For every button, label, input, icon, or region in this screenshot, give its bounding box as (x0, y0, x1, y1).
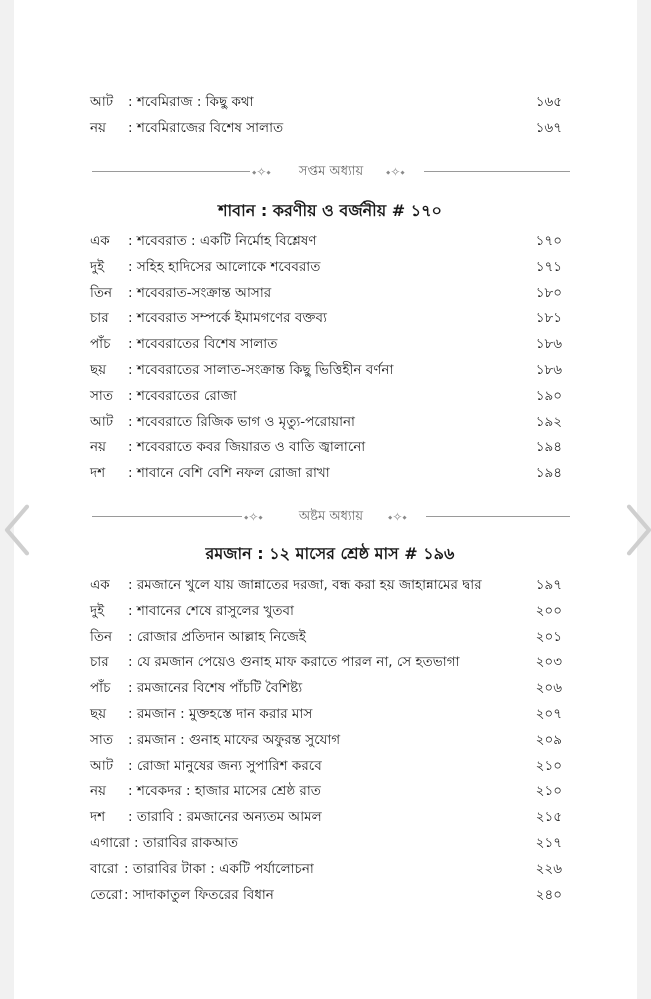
entry-page-number: ২০৬ (535, 680, 562, 697)
entry-title: : শবেবরাতে কবর জিয়ারত ও বাতি জ্বালানো (128, 439, 366, 456)
chapter-label: অষ্টম অধ্যায় (298, 509, 364, 524)
entry-title: : সাদাকাতুল ফিতরের বিধান (124, 886, 274, 903)
toc-entry[interactable] (90, 676, 570, 702)
entry-number: তিন (90, 628, 113, 645)
chevron-right-icon (624, 498, 651, 562)
toc-entry[interactable] (90, 255, 570, 281)
toc-entry[interactable] (90, 857, 570, 883)
entry-title: : শবেবরাত-সংক্রান্ত আসার (128, 284, 272, 301)
entry-page-number: ১৯৪ (535, 465, 562, 482)
entry-page-number: ১৯২ (535, 413, 562, 430)
toc-entry[interactable] (90, 116, 570, 142)
chapter-divider-7 (92, 162, 570, 182)
entry-number: আট (90, 94, 114, 110)
next-page-button[interactable] (624, 495, 651, 565)
entry-title: : তারাবির টাকা : একটি পর্যালোচনা (124, 860, 314, 877)
toc-entry[interactable] (90, 229, 570, 255)
entry-number: বারো (90, 860, 119, 877)
entry-number: দুই (90, 258, 105, 275)
entry-number: পাঁচ (90, 336, 111, 353)
toc-entry[interactable] (90, 384, 570, 410)
entry-page-number: ১৬৭ (535, 119, 562, 136)
toc-entry[interactable] (90, 410, 570, 436)
toc-entry[interactable] (90, 883, 570, 909)
entry-title: : তারাবির রাকআত (134, 834, 238, 851)
entry-number: দশ (90, 809, 106, 826)
entry-page-number: ১৭১ (535, 258, 562, 275)
entry-number: তেরো (90, 886, 123, 903)
entry-number: দুই (90, 602, 105, 619)
entry-page-number: ২১০ (535, 757, 562, 774)
entry-title: : রমজান : মুক্তহস্তে দান করার মাস (128, 705, 313, 722)
entry-title: : যে রমজান পেয়েও গুনাহ মাফ করাতে পারল না, সে হতভাগা (128, 654, 460, 671)
toc-entry[interactable] (90, 754, 570, 780)
divider-line (426, 516, 570, 517)
entry-page-number: ১৯৭ (535, 577, 562, 593)
entry-title: : রমজানের বিশেষ পাঁচটি বৈশিষ্ট্য (128, 680, 303, 697)
entry-number: এক (90, 577, 110, 593)
entry-title: : রোজার প্রতিদান আল্লাহ নিজেই (128, 628, 306, 645)
entry-page-number: ১৮১ (535, 310, 562, 327)
entry-page-number: ২০৩ (535, 654, 562, 671)
toc-entry[interactable] (90, 702, 570, 728)
ornament-icon: ⬩✧⬩ (386, 165, 405, 179)
prev-page-button[interactable] (2, 495, 32, 565)
entry-number: আট (90, 413, 114, 430)
chevron-left-icon (2, 498, 32, 562)
toc-entry[interactable] (90, 573, 570, 599)
entry-title: : সহিহ হাদিসের আলোকে শবেবরাত (128, 258, 321, 275)
entry-title: : শবেবরাতের সালাত-সংক্রান্ত কিছু ভিত্তিহীন বর্ণনা (128, 361, 394, 378)
entry-page-number: ১৮০ (535, 284, 562, 301)
entry-title: : শবেবরাতের বিশেষ সালাত (128, 336, 278, 353)
entry-page-number: ১৯৪ (535, 439, 562, 456)
entry-page-number: ১৭০ (535, 233, 562, 249)
chapter-heading: শাবান : করণীয় ও বর্জনীয় # ১৭০ (218, 201, 442, 220)
entry-title: : শবেবরাতের রোজা (128, 387, 237, 404)
toc-entry[interactable] (90, 779, 570, 805)
entry-page-number: ২১৭ (535, 834, 562, 851)
entry-page-number: ১৮৬ (535, 361, 562, 378)
toc-section-tail (90, 90, 570, 142)
entry-title: : রমজানে খুলে যায় জান্নাতের দরজা, বন্ধ করা হয় জাহান্নামের দ্বার (128, 577, 482, 593)
toc-entry[interactable] (90, 831, 570, 857)
entry-page-number: ২১৫ (535, 809, 562, 826)
chapter-divider-8 (92, 507, 570, 527)
toc-entry[interactable] (90, 650, 570, 676)
entry-number: সাত (90, 731, 113, 748)
entry-page-number: ১৯০ (535, 387, 562, 404)
toc-entry[interactable] (90, 599, 570, 625)
entry-title: : শবেবরাতে রিজিক ভাগ ও মৃত্যু-পরোয়ানা (128, 413, 355, 430)
entry-number: সাত (90, 387, 113, 404)
entry-number: চার (90, 310, 109, 327)
entry-number: পাঁচ (90, 680, 111, 697)
entry-number: আট (90, 757, 114, 774)
toc-entry[interactable] (90, 358, 570, 384)
toc-entry[interactable] (90, 625, 570, 651)
entry-page-number: ২৪০ (535, 886, 562, 903)
entry-title: : শাবানে বেশি বেশি নফল রোজা রাখা (128, 465, 330, 482)
toc-entry[interactable] (90, 728, 570, 754)
entry-title: : রোজা মানুষের জন্য সুপারিশ করবে (128, 757, 322, 774)
entry-page-number: ১৬৫ (535, 94, 562, 110)
entry-page-number: ২২৬ (535, 860, 562, 877)
chapter-heading: রমজান : ১২ মাসের শ্রেষ্ঠ মাস # ১৯৬ (205, 544, 455, 563)
entry-number: নয় (90, 439, 107, 456)
toc-entry[interactable] (90, 332, 570, 358)
toc-chapter-7 (90, 229, 570, 487)
entry-number: ছয় (90, 705, 107, 722)
entry-title: : শবেবরাত সম্পর্কে ইমামগণের বক্তব্য (128, 310, 327, 327)
ornament-icon: ⬩✧⬩ (388, 510, 407, 524)
entry-number: এগারো (90, 834, 130, 851)
ornament-icon: ⬩✧⬩ (252, 165, 271, 179)
toc-entry[interactable] (90, 435, 570, 461)
entry-title: : শবেবরাত : একটি নির্মোহ বিশ্লেষণ (128, 233, 317, 249)
entry-page-number: ২০০ (535, 602, 562, 619)
entry-number: নয় (90, 119, 107, 136)
entry-title: : শবেকদর : হাজার মাসের শ্রেষ্ঠ রাত (128, 783, 321, 800)
toc-entry[interactable] (90, 306, 570, 332)
entry-page-number: ২০১ (535, 628, 562, 645)
entry-title: : শবেমিরাজের বিশেষ সালাত (128, 119, 284, 136)
entry-number: দশ (90, 465, 106, 482)
toc-entry[interactable] (90, 90, 570, 116)
toc-entry[interactable] (90, 461, 570, 487)
entry-page-number: ২০৭ (535, 705, 562, 722)
entry-title: : শাবানের শেষে রাসুলের খুতবা (128, 602, 294, 619)
entry-number: নয় (90, 783, 107, 800)
entry-page-number: ১৮৬ (535, 336, 562, 353)
entry-title: : রমজান : গুনাহ মাফের অফুরন্ত সুযোগ (128, 731, 341, 748)
chapter-label: সপ্তম অধ্যায় (298, 164, 364, 179)
ornament-icon: ⬩✧⬩ (244, 510, 263, 524)
entry-number: তিন (90, 284, 113, 301)
toc-entry[interactable] (90, 805, 570, 831)
entry-page-number: ২১০ (535, 783, 562, 800)
entry-number: এক (90, 233, 110, 249)
toc-entry[interactable] (90, 281, 570, 307)
entry-number: চার (90, 654, 109, 671)
entry-page-number: ২০৯ (535, 731, 562, 748)
entry-number: ছয় (90, 361, 107, 378)
toc-chapter-8 (90, 573, 570, 908)
entry-title: : তারাবি : রমজানের অন্যতম আমল (128, 809, 322, 826)
entry-title: : শবেমিরাজ : কিছু কথা (128, 94, 254, 110)
divider-line (424, 171, 570, 172)
